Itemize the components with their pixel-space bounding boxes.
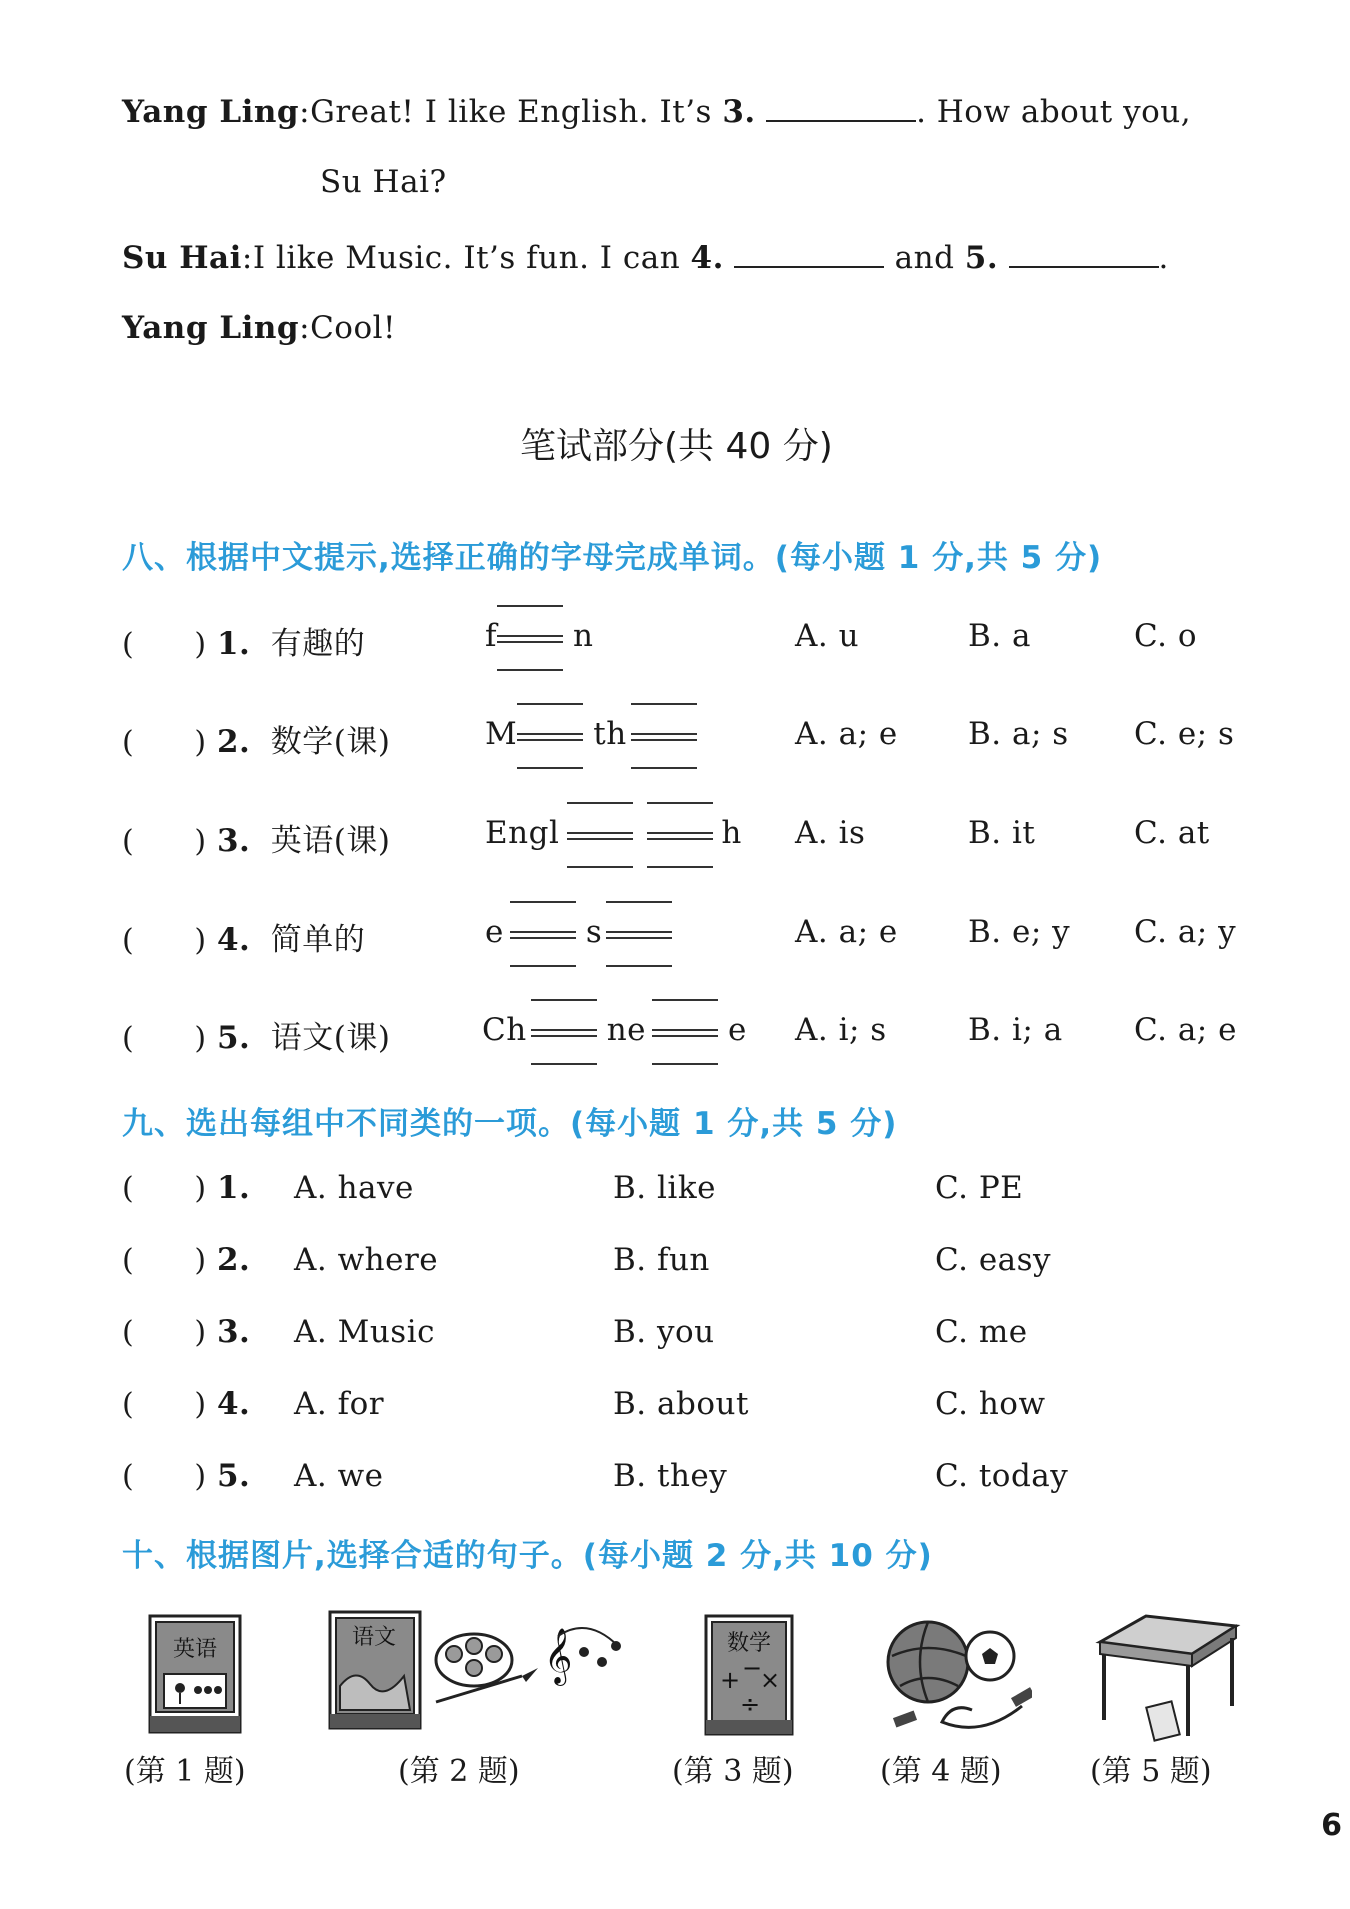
book-label: 英语 xyxy=(172,1637,218,1662)
colon: : xyxy=(299,310,311,346)
option-b: B. fun xyxy=(613,1242,710,1278)
question-number: 4. xyxy=(216,922,251,958)
option-c: C. e; s xyxy=(1134,716,1235,752)
blank-number: 4. xyxy=(690,240,724,276)
answer-paren[interactable]: ( ) xyxy=(122,824,207,859)
answer-paren[interactable]: ( ) xyxy=(122,725,207,760)
dialogue-line-1 xyxy=(122,92,1191,130)
answer-blank-5[interactable] xyxy=(1009,238,1159,268)
svg-text:−: − xyxy=(742,1654,763,1682)
word-part: e xyxy=(485,914,504,950)
question-number: 1. xyxy=(216,1170,251,1206)
answer-paren[interactable]: ( ) xyxy=(122,923,207,958)
question-number: 5. xyxy=(216,1458,251,1494)
option-b: B. a xyxy=(968,618,1031,654)
s8-item-5 xyxy=(122,1012,390,1057)
answer-blank-3[interactable] xyxy=(766,92,916,122)
option-b: B. about xyxy=(613,1386,749,1422)
option-c: C. a; e xyxy=(1134,1012,1237,1048)
question-number: 2. xyxy=(216,724,251,760)
option-b: B. like xyxy=(613,1170,716,1206)
book-label: 数学 xyxy=(726,1631,772,1656)
question-number: 3. xyxy=(216,823,251,859)
answer-paren[interactable]: ( ) xyxy=(122,1387,207,1422)
letter-gap[interactable] xyxy=(631,721,697,751)
s8-word-3 xyxy=(485,815,742,851)
answer-blank-4[interactable] xyxy=(734,238,884,268)
caption-q4: (第 4 题) xyxy=(880,1754,1002,1789)
answer-paren[interactable]: ( ) xyxy=(122,1315,207,1350)
word-part: Engl xyxy=(485,815,560,851)
letter-gap[interactable] xyxy=(510,919,576,949)
blank-number: 5. xyxy=(964,240,999,276)
option-c: C. a; y xyxy=(1134,914,1237,950)
section-8-title: 八、根据中文提示,选择正确的字母完成单词。(每小题 1 分,共 5 分) xyxy=(122,540,1103,576)
caption-q3: (第 3 题) xyxy=(672,1754,794,1789)
section-9-title: 九、选出每组中不同类的一项。(每小题 1 分,共 5 分) xyxy=(122,1106,898,1142)
option-b: B. i; a xyxy=(968,1012,1063,1048)
letter-gap[interactable] xyxy=(652,1017,718,1047)
answer-paren[interactable]: ( ) xyxy=(122,1459,207,1494)
svg-text:+: + xyxy=(720,1666,741,1694)
option-c: C. PE xyxy=(935,1170,1024,1206)
option-a: A. we xyxy=(294,1458,384,1494)
colon: : xyxy=(299,94,311,130)
letter-gap[interactable] xyxy=(647,820,713,850)
s8-item-1 xyxy=(122,618,1272,663)
letter-gap[interactable] xyxy=(567,820,633,850)
dialogue-text: . How about you, xyxy=(916,94,1192,130)
option-a: A. where xyxy=(294,1242,439,1278)
book-label: 语文 xyxy=(351,1625,397,1650)
option-b: B. a; s xyxy=(968,716,1069,752)
math-book-picture xyxy=(702,1612,798,1740)
s9-item-4 xyxy=(122,1386,250,1422)
desk-picture xyxy=(1090,1608,1242,1746)
option-c: C. at xyxy=(1134,815,1210,851)
s8-item-3 xyxy=(122,815,390,860)
question-number: 1. xyxy=(216,626,251,662)
answer-paren[interactable]: ( ) xyxy=(122,627,207,662)
option-b: B. it xyxy=(968,815,1036,851)
s8-word-5 xyxy=(482,1012,747,1048)
caption-q5: (第 5 题) xyxy=(1090,1754,1212,1789)
option-a: A. Music xyxy=(294,1314,435,1350)
chinese-hint: 有趣的 xyxy=(270,626,366,662)
s9-item-1 xyxy=(122,1170,250,1206)
word-part: ne xyxy=(606,1012,646,1048)
letter-gap[interactable] xyxy=(606,919,672,949)
dialogue-line-3 xyxy=(122,310,396,346)
option-c: C. easy xyxy=(935,1242,1052,1278)
chinese-book-and-art-picture xyxy=(326,1606,626,1736)
s8-word-1 xyxy=(485,618,593,654)
answer-paren[interactable]: ( ) xyxy=(122,1021,207,1056)
option-c: C. how xyxy=(935,1386,1046,1422)
svg-text:×: × xyxy=(760,1666,781,1694)
question-number: 5. xyxy=(216,1020,251,1056)
option-b: B. e; y xyxy=(968,914,1071,950)
s9-item-5 xyxy=(122,1458,250,1494)
s8-word-2 xyxy=(485,716,697,752)
chinese-hint: 简单的 xyxy=(270,922,366,958)
option-c: C. o xyxy=(1134,618,1197,654)
blank-number: 3. xyxy=(722,94,756,130)
option-a: A. u xyxy=(795,618,860,654)
word-part: M xyxy=(485,716,518,752)
letter-gap[interactable] xyxy=(517,721,583,751)
s9-item-3 xyxy=(122,1314,250,1350)
option-c: C. me xyxy=(935,1314,1028,1350)
dialogue-text: . xyxy=(1158,240,1169,276)
dialogue-text: I like Music. It’s fun. I can xyxy=(252,240,691,276)
option-a: A. is xyxy=(795,815,866,851)
s9-item-2 xyxy=(122,1242,250,1278)
s8-item-2 xyxy=(122,716,390,761)
section-10-title: 十、根据图片,选择合适的句子。(每小题 2 分,共 10 分) xyxy=(122,1538,933,1574)
speaker: Su Hai xyxy=(122,240,242,276)
dialogue-text: Cool! xyxy=(310,310,396,346)
page-number: 6 xyxy=(1321,1808,1342,1843)
word-part: th xyxy=(593,716,627,752)
word-part: f xyxy=(485,618,497,654)
word-part: s xyxy=(585,914,603,950)
dialogue-line-1-cont: Su Hai? xyxy=(320,164,447,200)
option-a: A. i; s xyxy=(795,1012,887,1048)
word-part: n xyxy=(572,618,594,654)
question-number: 3. xyxy=(216,1314,251,1350)
option-a: A. a; e xyxy=(795,716,898,752)
speaker: Yang Ling xyxy=(122,310,300,346)
colon: : xyxy=(241,240,253,276)
word-part: h xyxy=(721,815,742,851)
svg-text:𝄞: 𝄞 xyxy=(544,1628,573,1684)
answer-paren[interactable]: ( ) xyxy=(122,1171,207,1206)
dialogue-text: Great! I like English. It’s xyxy=(310,94,723,130)
written-part-title: 笔试部分(共 40 分) xyxy=(520,426,833,467)
s8-item-4 xyxy=(122,914,365,959)
question-number: 4. xyxy=(216,1386,251,1422)
option-b: B. you xyxy=(613,1314,715,1350)
dialogue-line-2 xyxy=(122,238,1169,276)
chinese-hint: 语文(课) xyxy=(270,1020,391,1056)
s8-word-4 xyxy=(485,914,672,950)
word-part: Ch xyxy=(482,1012,527,1048)
option-a: A. a; e xyxy=(795,914,898,950)
dialogue-text: and xyxy=(884,240,965,276)
caption-q1: (第 1 题) xyxy=(124,1754,246,1789)
balls-and-rope-picture xyxy=(882,1610,1032,1742)
word-part: e xyxy=(728,1012,747,1048)
option-c: C. today xyxy=(935,1458,1069,1494)
chinese-hint: 英语(课) xyxy=(270,823,391,859)
answer-paren[interactable]: ( ) xyxy=(122,1243,207,1278)
english-book-picture xyxy=(146,1612,246,1738)
letter-gap[interactable] xyxy=(497,623,563,653)
option-a: A. for xyxy=(294,1386,385,1422)
option-a: A. have xyxy=(294,1170,414,1206)
svg-text:÷: ÷ xyxy=(740,1690,761,1718)
speaker: Yang Ling xyxy=(122,94,300,130)
chinese-hint: 数学(课) xyxy=(270,724,391,760)
question-number: 2. xyxy=(216,1242,251,1278)
option-b: B. they xyxy=(613,1458,728,1494)
letter-gap[interactable] xyxy=(531,1017,597,1047)
caption-q2: (第 2 题) xyxy=(398,1754,520,1789)
